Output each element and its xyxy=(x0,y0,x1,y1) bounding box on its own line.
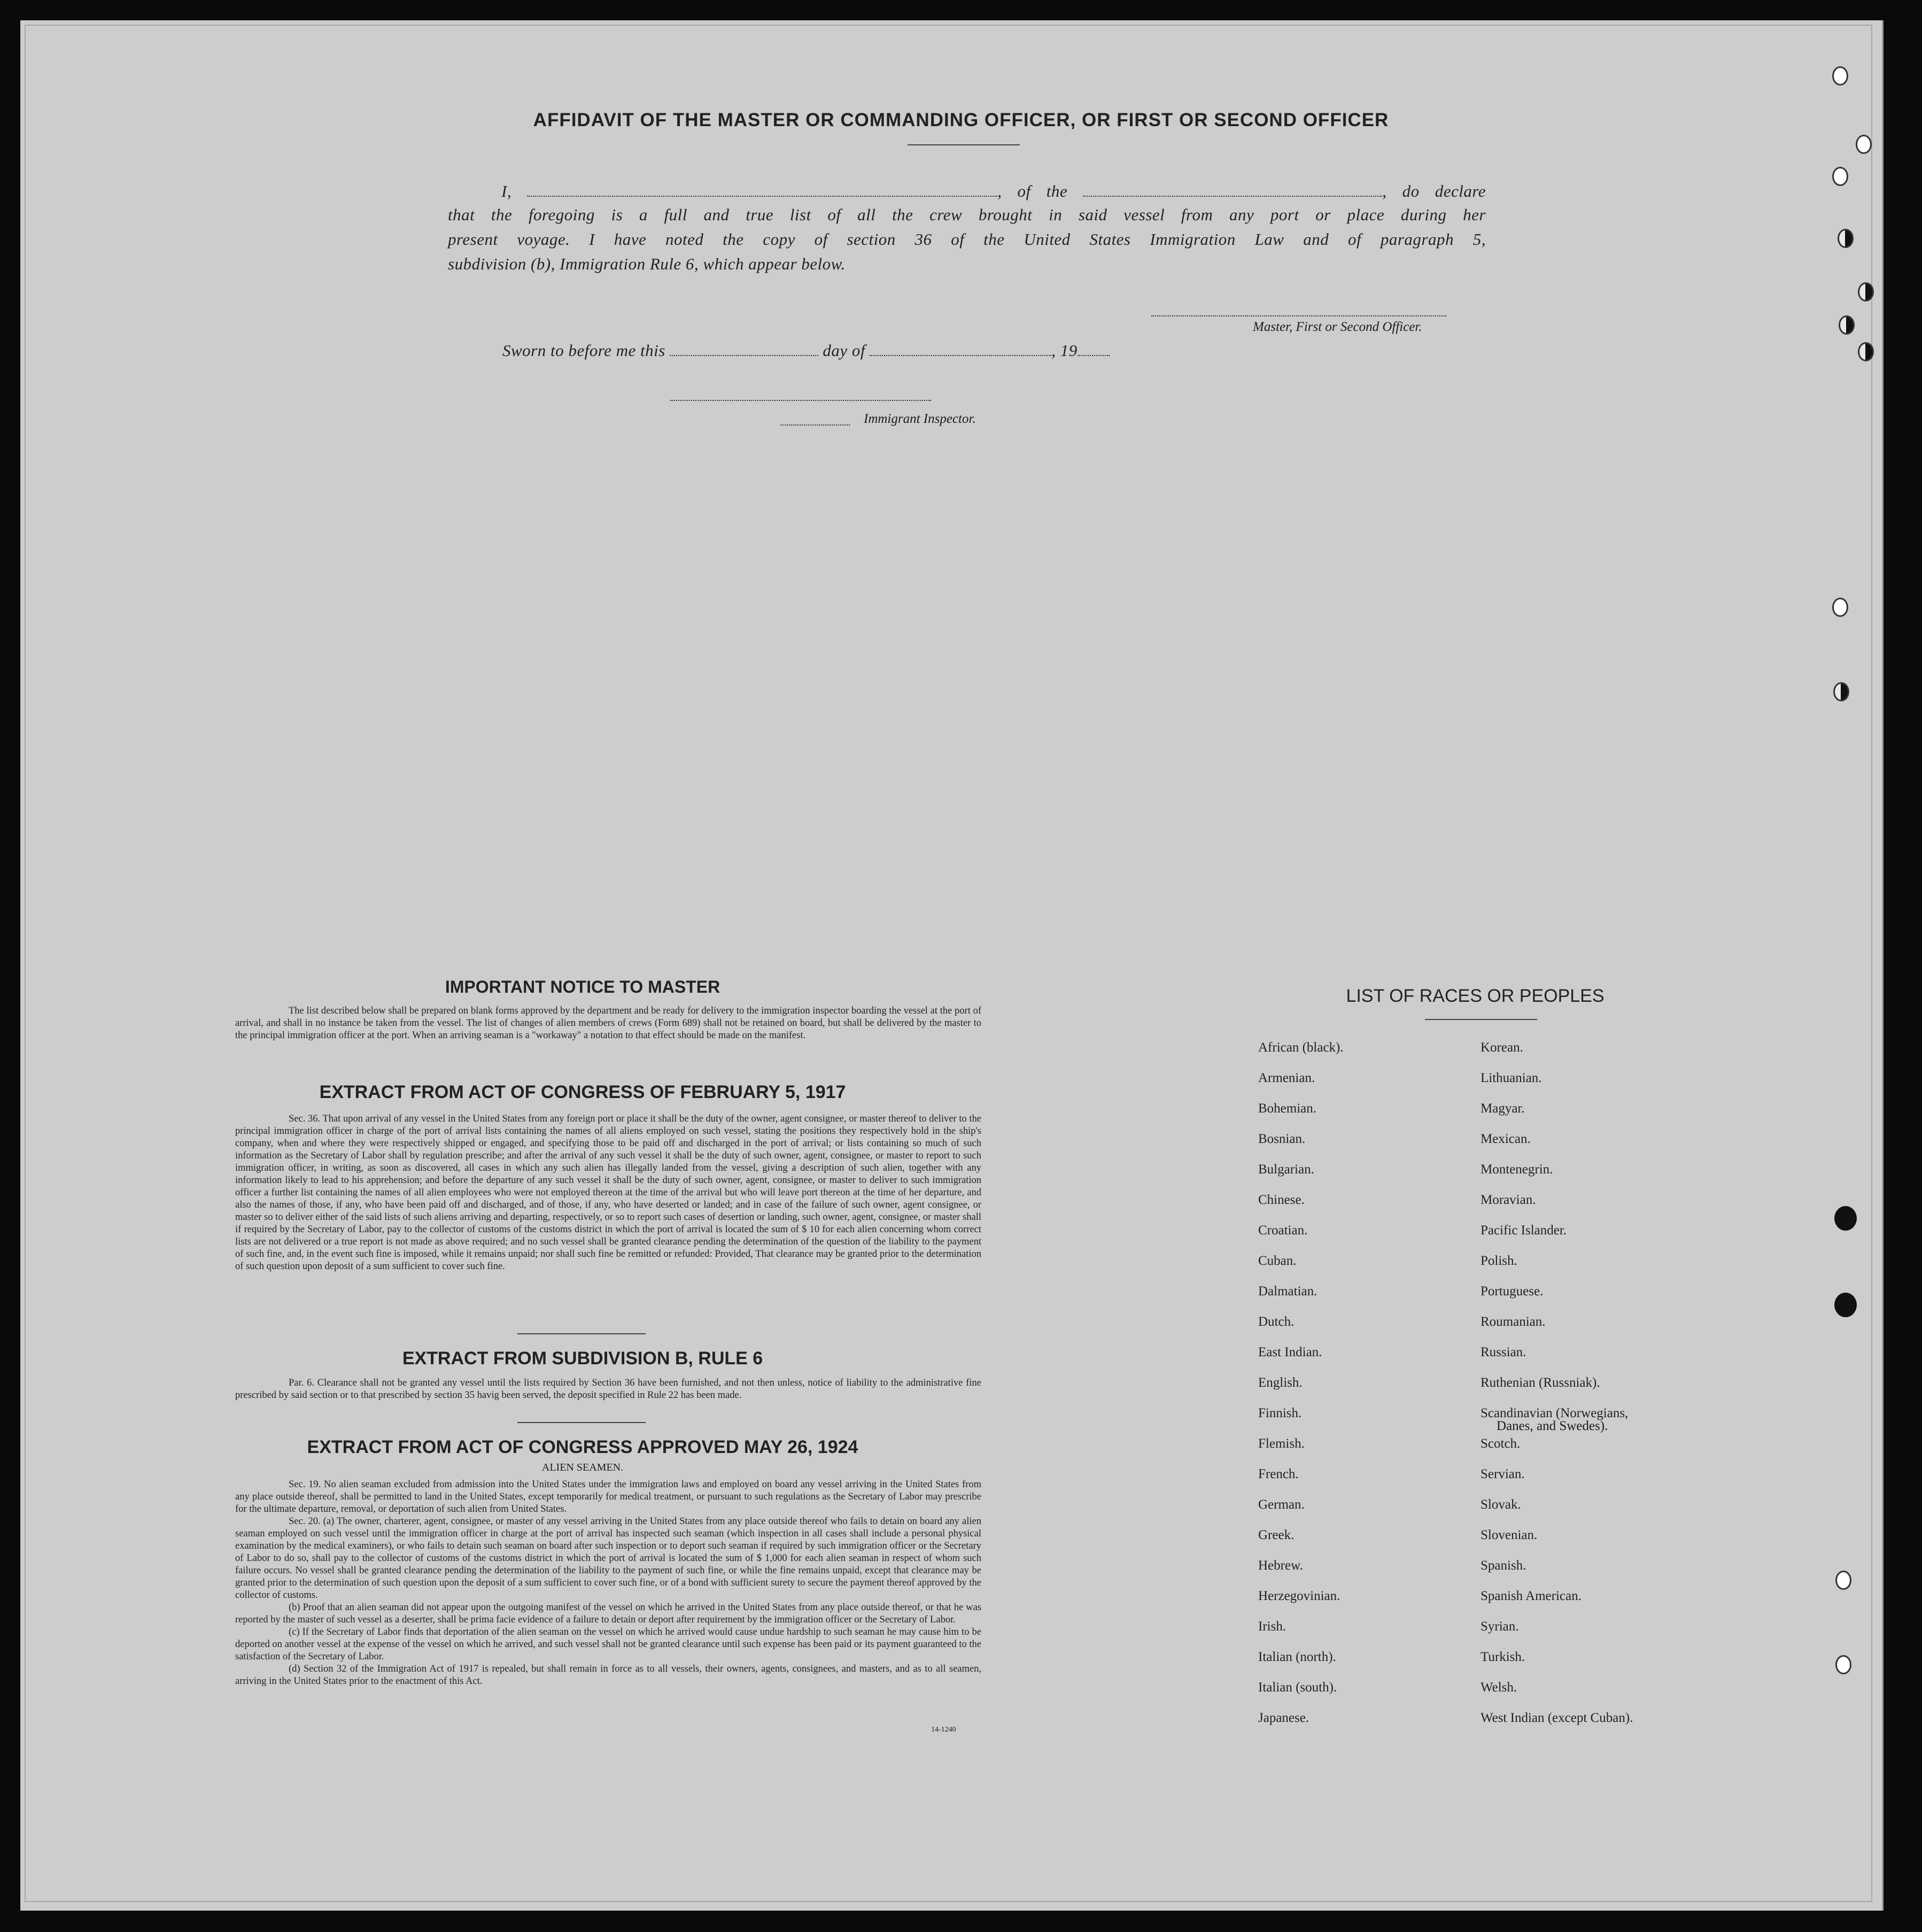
punch-hole xyxy=(1832,598,1848,617)
race-item: Slovenian. xyxy=(1481,1528,1538,1542)
section-rule xyxy=(517,1422,646,1423)
race-item: Slovak. xyxy=(1481,1497,1521,1512)
notice-title: IMPORTANT NOTICE TO MASTER xyxy=(445,977,720,996)
affidavit-declare: , do declare xyxy=(1382,182,1486,200)
race-item: Italian (south). xyxy=(1258,1680,1337,1695)
race-item: Greek. xyxy=(1258,1528,1295,1542)
race-item: Spanish American. xyxy=(1481,1589,1582,1603)
punch-hole xyxy=(1838,229,1854,248)
race-item: Herzegovinian. xyxy=(1258,1589,1340,1603)
sworn-day-of: day of xyxy=(823,341,865,360)
form-number: 14-1240 xyxy=(931,1726,956,1734)
race-item: Portuguese. xyxy=(1481,1284,1544,1299)
inspector-label: Immigrant Inspector. xyxy=(864,412,976,426)
extract-1917-title: EXTRACT FROM ACT OF CONGRESS OF FEBRUARY 5, 1917 xyxy=(319,1082,846,1102)
sworn-year-label: , 19 xyxy=(1051,341,1078,360)
races-left-column xyxy=(1258,1040,1344,1741)
affidavit-of-the: , of the xyxy=(997,182,1068,200)
punch-hole xyxy=(1839,315,1855,335)
affidavit-title: AFFIDAVIT OF THE MASTER OR COMMANDING OFFICER, OR FIRST OR SECOND OFFICER xyxy=(533,110,1389,130)
race-item: Bulgarian. xyxy=(1258,1162,1314,1177)
extract-1917-text xyxy=(235,1113,981,1273)
extract-1924-text xyxy=(235,1479,981,1688)
races-title-rule xyxy=(1425,1019,1537,1020)
vessel-name-field[interactable] xyxy=(1083,182,1382,197)
race-item: Turkish. xyxy=(1481,1650,1525,1664)
sworn-year-field[interactable] xyxy=(1078,341,1110,356)
races-right-column xyxy=(1481,1040,1633,1741)
race-item-continuation: Danes, and Swedes). xyxy=(1497,1419,1608,1433)
punch-hole xyxy=(1858,342,1874,361)
sworn-day-field[interactable] xyxy=(670,341,818,356)
punch-hole xyxy=(1835,1655,1851,1674)
race-item: Pacific Islander. xyxy=(1481,1223,1567,1238)
race-item: Russian. xyxy=(1481,1345,1526,1359)
master-name-field[interactable] xyxy=(527,182,997,197)
race-item: Korean. xyxy=(1481,1040,1523,1055)
race-item: Bosnian. xyxy=(1258,1132,1306,1146)
title-rule xyxy=(908,144,1020,145)
race-item: Finnish. xyxy=(1258,1406,1302,1420)
race-item: Scotch. xyxy=(1481,1436,1521,1451)
punch-hole xyxy=(1832,66,1848,86)
race-item: Japanese. xyxy=(1258,1711,1309,1725)
races-title: LIST OF RACES OR PEOPLES xyxy=(1346,986,1605,1006)
race-item: German. xyxy=(1258,1497,1305,1512)
punch-hole xyxy=(1833,682,1849,701)
race-item: Montenegrin. xyxy=(1481,1162,1553,1177)
race-item: African (black). xyxy=(1258,1040,1344,1055)
master-signature-line[interactable] xyxy=(1151,315,1446,316)
race-item: Dutch. xyxy=(1258,1315,1295,1329)
extract-1924-sec20c: (c) If the Secretary of Labor finds that deportation of the alien seaman on the vessel on which he arrived would cause undue hardship to such seaman he may cause him to be deported on another vessel at the expense of the vessel on which he arrived, and such vessel shall not be granted clearance until such expense has been paid or its payment guaranteed to the satisfaction of the Secretary of Labor. xyxy=(235,1627,981,1662)
race-item: Ruthenian (Russniak). xyxy=(1481,1375,1600,1390)
race-item: Mexican. xyxy=(1481,1132,1531,1146)
extract-1924-sec20b: (b) Proof that an alien seaman did not appear upon the outgoing manifest of the vessel on which he arrived in the United States from any place outside thereof, or that he was reported by the master of such vessel as a deserter, shall be prima facie evidence of a failure to detain or deport after requirement by the immigration officer or the Secretary of Labor. xyxy=(235,1602,981,1625)
extract-1924-sec20d: (d) Section 32 of the Immigration Act of 1917 is repealed, but shall remain in force as to all vessels, their owners, agents, consignees, and masters, and as to all seamen, arriving in the United States prior to the enactment of this Act. xyxy=(235,1664,981,1687)
affidavit-i: I, xyxy=(501,182,512,200)
race-item: Moravian. xyxy=(1481,1193,1536,1207)
race-item: French. xyxy=(1258,1467,1299,1481)
extract-1917-paragraph: Sec. 36. That upon arrival of any vessel in the United States from any foreign port or place it shall be the duty of the owner, agent consignee, or master thereof to deliver to the principal immigration officer in charge of the port of arrival lists containing the names of all aliens employed on such vessel, stating the positions they respectively hold in the ship's company, when and where they were respectively shipped or engaged, and specifying those to be paid off and discharged in the port of arrival; or lists containing so much of such information as the Secretary of Labor shall by regulation prescribe; and after the arrival of any such vessel it shall be the duty of such owner, agent, consignee, or master to report to such immigration officer, in writing, as soon as discovered, all cases in which any such alien has illegally landed from the vessel, giving a description of such alien, together with any information likely to lead to his apprehension; and before the departure of any such vessel it shall be the duty of such owner, agent, consignee, or master to deliver to such immigration officer a further list containing the names of all alien employees who were not employed thereon at the time of the arrival but who will leave port thereon at the time of her departure, and also the names of those, if any, who have been paid off and discharged, and of those, if any, who have deserted or landed; and in case of the failure of such owner, agent consignee, or master so to deliver either of the said lists of such aliens arriving and departing, respectively, or so to report such cases of desertion or landing, such owner, agent, consignee, or master shall if required by the Secretary of Labor, pay to the collector of customs of the customs district in which the port of arrival is located the sum of $ 10 for each alien concerning whom correct lists are not delivered or a true report is not made as above required; and no such vessel shall be granted clearance pending the determination of the question of the liability to the payment of such fine, and, in the event such fine is imposed, while it remains unpaid; nor shall such fine be remitted or refunded: Provided, That clearance may be granted prior to the determination of such question upon deposit of a sum sufficient to cover such fine. xyxy=(235,1114,981,1272)
race-item: Bohemian. xyxy=(1258,1101,1317,1116)
race-item: Chinese. xyxy=(1258,1193,1305,1207)
affidavit-line-1 xyxy=(448,182,1486,201)
race-item: Servian. xyxy=(1481,1467,1525,1481)
affidavit-line-3: present voyage. I have noted the copy of section 36 of the United States Immigration Law and of paragraph 5, xyxy=(448,230,1486,249)
section-rule xyxy=(517,1333,646,1334)
extract-1924-subtitle: ALIEN SEAMEN. xyxy=(541,1462,624,1473)
extract-rule6-title: EXTRACT FROM SUBDIVISION B, RULE 6 xyxy=(402,1348,763,1369)
race-item: English. xyxy=(1258,1375,1303,1390)
punch-hole xyxy=(1858,282,1874,302)
race-item: Irish. xyxy=(1258,1619,1286,1634)
punch-hole xyxy=(1834,1206,1857,1231)
notice-paragraph: The list described below shall be prepared on blank forms approved by the department and be ready for delivery to the immigration inspector boarding the vessel at the port of arrival, and shall in no instance be taken from the vessel. The list of changes of alien members of crews (Form 689) shall not be retained on board, but shall be delivered by the master to the principal immigration officer at the port. When an arriving seaman is a "workaway" a notation to that effect should be made on the manifest. xyxy=(235,1006,981,1041)
race-item: West Indian (except Cuban). xyxy=(1481,1711,1633,1725)
race-item: Cuban. xyxy=(1258,1254,1297,1268)
race-item: Armenian. xyxy=(1258,1071,1315,1085)
extract-1924-sec20a: Sec. 20. (a) The owner, charterer, agent, consignee, or master of any vessel arriving in the United States from any place outside thereof who fails to detain on board any alien seaman employed on such vessel until the immigration officer in charge at the port of arrival has inspected such seaman (which inspection in all cases shall include a personal physical examination by the medical examiners), or who fails to detain such seaman on board after such inspection or to deport such seaman if required by such immigration officer or the Secretary of Labor to do so, shall pay to the collector of customs of the customs district in which the port of arrival is located the sum of $ 1,000 for each alien seaman in respect of whom such failure occurs. No vessel shall be granted clearance pending the determination of the liability to the payment of such fine, or while the fine remains unpaid, except that clearance may be granted prior to the determination of such question upon the deposit of a sum sufficient to cover such fine, or of a bond with sufficient surety to secure the payment thereof approved by the collector of customs. xyxy=(235,1516,981,1601)
extract-1924-sec19: Sec. 19. No alien seaman excluded from admission into the United States under the immigration laws and employed on board any vessel arriving in the United States from any place outside thereof, shall be permitted to land in the United States, except temporarily for medical treatment, or pursuant to such regulations as the Secretary of Labor may prescribe for the ultimate departure, removal, or deportation of such alien from United States. xyxy=(235,1479,981,1514)
extract-1924-title: EXTRACT FROM ACT OF CONGRESS APPROVED MAY 26, 1924 xyxy=(307,1437,858,1457)
sworn-label: Sworn to before me this xyxy=(502,341,665,360)
sworn-month-field[interactable] xyxy=(870,341,1051,356)
notice-text xyxy=(235,1005,981,1042)
punch-hole xyxy=(1835,1571,1851,1590)
inspector-signature-line[interactable] xyxy=(670,400,931,401)
sworn-line xyxy=(502,341,1110,360)
race-item: Welsh. xyxy=(1481,1680,1517,1695)
race-item: Syrian. xyxy=(1481,1619,1519,1634)
race-item: Dalmatian. xyxy=(1258,1284,1318,1299)
punch-hole xyxy=(1832,167,1848,186)
race-item: East Indian. xyxy=(1258,1345,1322,1359)
race-item: Scandinavian (Norwegians, xyxy=(1481,1406,1629,1420)
affidavit-line-2: that the foregoing is a full and true list of all the crew brought in said vessel from any port or place during her xyxy=(448,205,1486,224)
race-item: Lithuanian. xyxy=(1481,1071,1542,1085)
race-item: Polish. xyxy=(1481,1254,1517,1268)
affidavit-line-4: subdivision (b), Immigration Rule 6, which appear below. xyxy=(448,254,846,273)
extract-rule6-text xyxy=(235,1377,981,1402)
extract-rule6-paragraph: Par. 6. Clearance shall not be granted any vessel until the lists required by Section 36 have been furnished, and not then unless, notice of liability to the administrative fine prescribed by said section or to that prescribed by section 35 havig been served, the deposit specified in Rule 22 has been made. xyxy=(235,1378,981,1401)
race-item: Flemish. xyxy=(1258,1436,1305,1451)
race-item: Croatian. xyxy=(1258,1223,1308,1238)
race-item: Hebrew. xyxy=(1258,1558,1303,1573)
inspector-dot-leader xyxy=(780,424,850,426)
punch-hole xyxy=(1856,135,1872,154)
master-signature-label: Master, First or Second Officer. xyxy=(1253,320,1422,334)
race-item: Roumanian. xyxy=(1481,1315,1546,1329)
race-item: Italian (north). xyxy=(1258,1650,1336,1664)
punch-hole xyxy=(1834,1293,1857,1317)
race-item: Spanish. xyxy=(1481,1558,1526,1573)
race-item: Magyar. xyxy=(1481,1101,1525,1116)
